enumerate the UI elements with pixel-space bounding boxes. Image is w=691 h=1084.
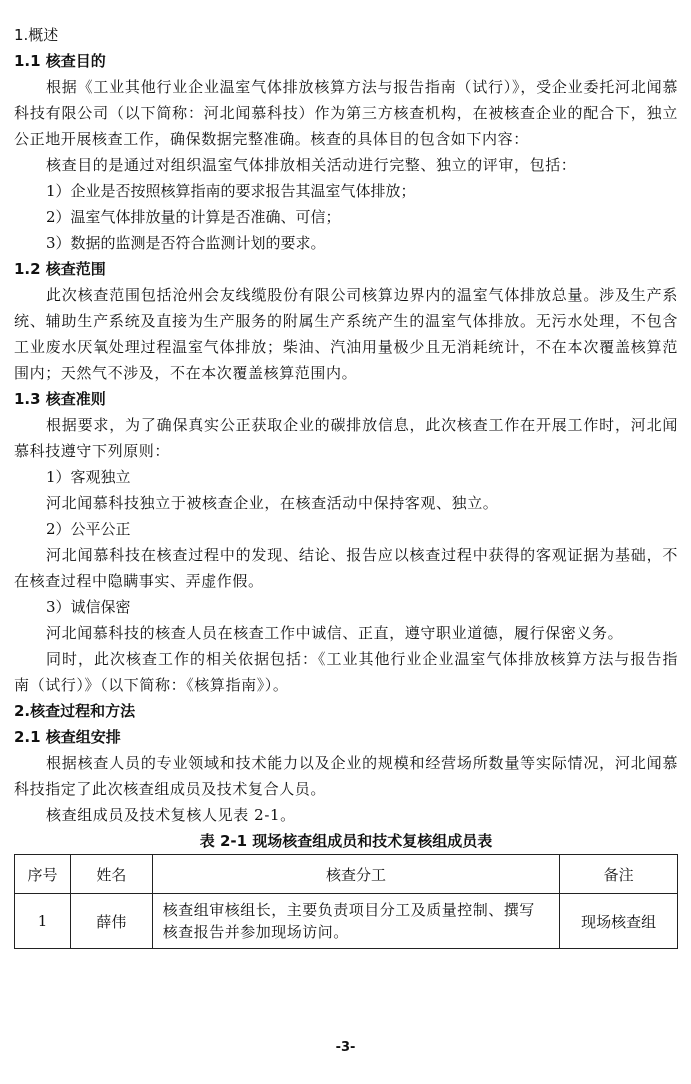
paragraph: 此次核查范围包括沧州会友线缆股份有限公司核算边界内的温室气体排放总量。涉及生产系统、辅助生产系统及直接为生产服务的附属生产系统产生的温室气体排放。无污水处理，不包含工业废水厌氧处理过程温室气体排放；柴油、汽油用量极少且无消耗统计，不在本次覆盖核算范围内；天然气不涉及，不在本次覆盖核算范围内。 bbox=[14, 286, 678, 382]
section-2-1-heading: 2.1 核查组安排 bbox=[14, 728, 121, 746]
section-1-title: 1.概述 bbox=[14, 26, 59, 44]
document-page bbox=[14, 22, 678, 949]
paragraph: 根据《工业其他行业企业温室气体排放核算方法与报告指南（试行）》，受企业委托河北闻慕科技有限公司（以下简称：河北闻慕科技）作为第三方核查机构，在被核查企业的配合下，独立公正地开展核查工作，确保数据完整准确。核查的具体目的包含如下内容： bbox=[14, 78, 678, 148]
section-1-1-heading: 1.1 核查目的 bbox=[14, 52, 106, 70]
table-header-row bbox=[15, 855, 678, 894]
paragraph: 根据核查人员的专业领域和技术能力以及企业的规模和经营场所数量等实际情况，河北闻慕科技指定了此次核查组成员及技术复合人员。 bbox=[14, 754, 678, 798]
section-1-2-heading: 1.2 核查范围 bbox=[14, 260, 106, 278]
table-caption: 表 2-1 现场核查组成员和技术复核组成员表 bbox=[199, 832, 493, 850]
paragraph: 核查目的是通过对组织温室气体排放相关活动进行完整、独立的评审，包括： bbox=[46, 156, 577, 174]
list-item: 2）温室气体排放量的计算是否准确、可信； bbox=[46, 208, 341, 226]
table-row bbox=[15, 894, 678, 949]
column-header: 核查分工 bbox=[152, 855, 559, 894]
table-cell: 1 bbox=[15, 894, 71, 949]
principle-title: 3）诚信保密 bbox=[46, 598, 131, 616]
table-cell: 薛伟 bbox=[70, 894, 152, 949]
paragraph: 河北闻慕科技的核查人员在核查工作中诚信、正直，遵守职业道德，履行保密义务。 bbox=[46, 624, 624, 642]
paragraph: 河北闻慕科技独立于被核查企业，在核查活动中保持客观、独立。 bbox=[46, 494, 499, 512]
paragraph: 核查组成员及技术复核人见表 2-1。 bbox=[46, 806, 296, 824]
table-cell: 现场核查组 bbox=[560, 894, 678, 949]
paragraph: 根据要求，为了确保真实公正获取企业的碳排放信息，此次核查工作在开展工作时，河北闻慕科技遵守下列原则： bbox=[14, 416, 678, 460]
table-cell: 核查组审核组长，主要负责项目分工及质量控制、撰写核查报告并参加现场访问。 bbox=[152, 894, 559, 949]
members-table bbox=[14, 854, 678, 949]
section-2-title: 2.核查过程和方法 bbox=[14, 702, 136, 720]
column-header: 序号 bbox=[15, 855, 71, 894]
column-header: 姓名 bbox=[70, 855, 152, 894]
principle-title: 2）公平公正 bbox=[46, 520, 131, 538]
paragraph: 同时，此次核查工作的相关依据包括：《工业其他行业企业温室气体排放核算方法与报告指南（试行）》（以下简称：《核算指南》）。 bbox=[14, 650, 678, 694]
column-header: 备注 bbox=[560, 855, 678, 894]
principle-title: 1）客观独立 bbox=[46, 468, 131, 486]
page-number: -3- bbox=[335, 1040, 356, 1055]
list-item: 1）企业是否按照核算指南的要求报告其温室气体排放； bbox=[46, 182, 416, 200]
paragraph: 河北闻慕科技在核查过程中的发现、结论、报告应以核查过程中获得的客观证据为基础，不在核查过程中隐瞒事实、弄虚作假。 bbox=[14, 546, 678, 590]
section-1-3-heading: 1.3 核查准则 bbox=[14, 390, 106, 408]
list-item: 3）数据的监测是否符合监测计划的要求。 bbox=[46, 234, 326, 252]
